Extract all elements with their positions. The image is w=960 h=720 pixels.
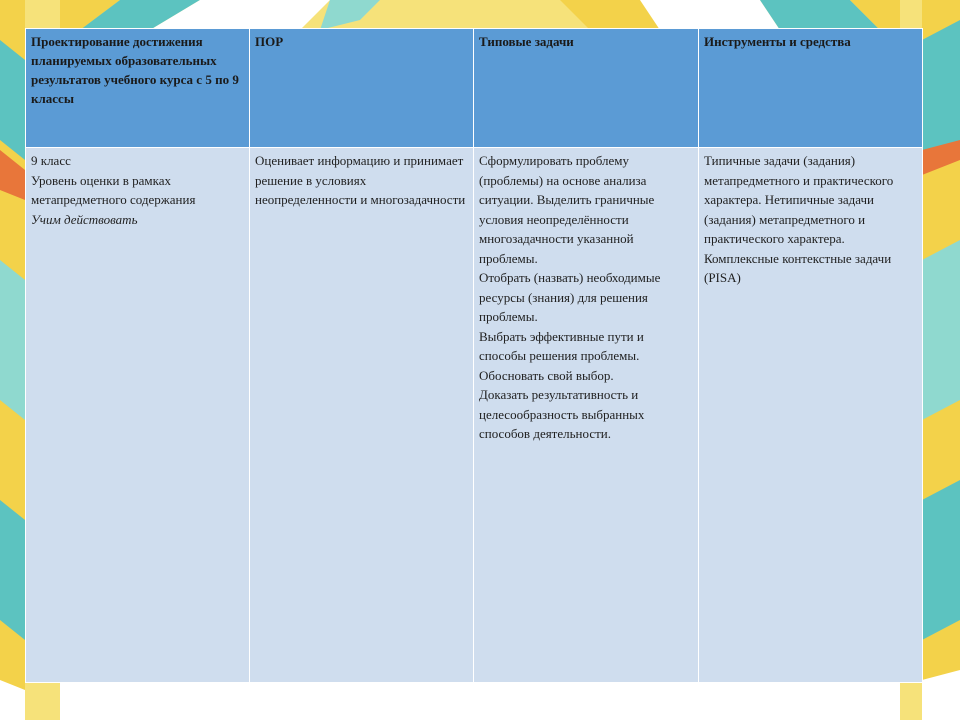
grade-label: 9 класс <box>31 153 71 168</box>
cell-grade <box>26 148 250 683</box>
por-text: Оценивает информацию и принимает решение в условиях неопределенности и многозадачности <box>255 153 466 207</box>
header-projecting <box>26 29 250 148</box>
cell-tasks <box>474 148 699 683</box>
task-item: Выбрать эффективные пути и способы решения проблемы. <box>479 328 644 363</box>
task-item: Отобрать (назвать) необходимые ресурсы (знания) для решения проблемы. <box>479 270 661 324</box>
task-item: Обосновать свой выбор. <box>479 367 614 383</box>
tools-item: Комплексные контекстные задачи (PISA) <box>704 250 892 285</box>
cell-por <box>250 148 474 683</box>
header-projecting-text: Проектирование достижения планируемых образовательных результатов учебного курса с 5 по 9 классы <box>31 34 239 106</box>
curriculum-table <box>25 28 923 683</box>
header-typical-tasks-text: Типовые задачи <box>479 34 574 49</box>
header-tools-text: Инструменты и средства <box>704 34 851 49</box>
task-item: Доказать результативность и целесообразность выбранных способов деятельности. <box>479 387 645 441</box>
decorative-top-border <box>0 0 960 30</box>
table-header-row <box>26 29 923 148</box>
header-por <box>250 29 474 148</box>
level-text: Уровень оценки в рамках метапредметного содержания <box>31 172 196 207</box>
header-por-text: ПОР <box>255 34 284 49</box>
task-item: Сформулировать проблему (проблемы) на основе анализа ситуации. Выделить граничные условия неопределённости многозадачности указанной проблемы. <box>479 153 655 266</box>
table-row <box>26 148 923 683</box>
header-typical-tasks <box>474 29 699 148</box>
cell-tools <box>699 148 923 683</box>
motto-text: Учим действовать <box>31 211 138 227</box>
tools-item: Типичные задачи (задания) метапредметного и практического характера. Нетипичные задачи (задания) метапредметного и практического характера. <box>704 153 894 246</box>
header-tools <box>699 29 923 148</box>
